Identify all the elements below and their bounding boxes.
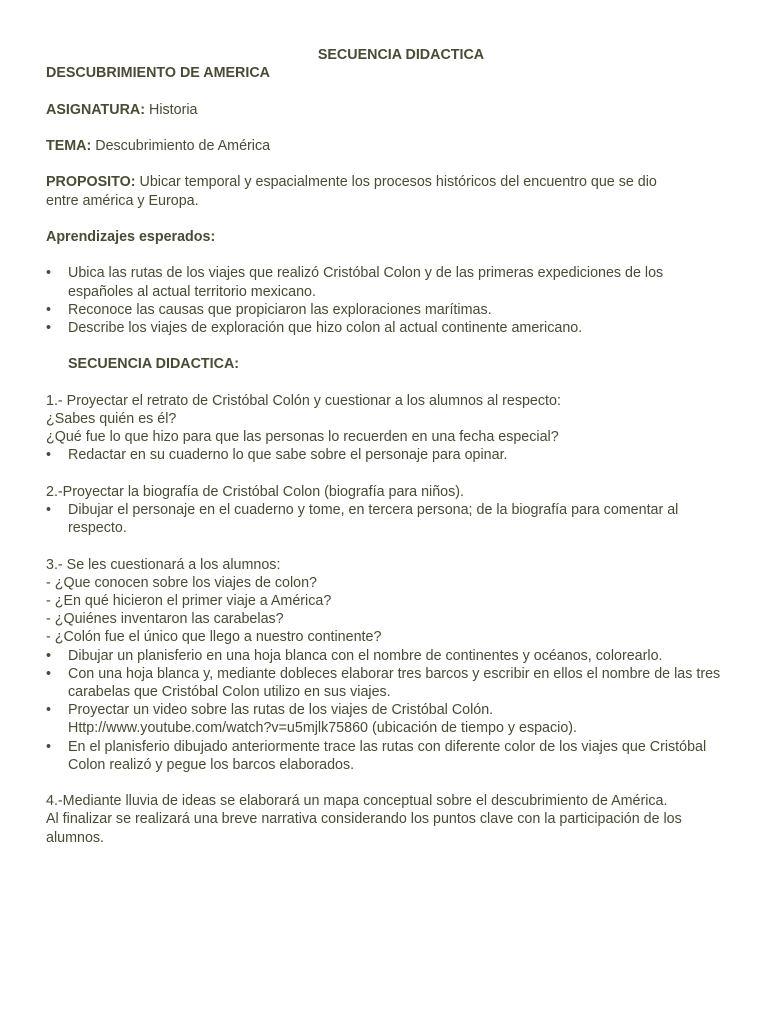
secuencia-heading: SECUENCIA DIDACTICA: xyxy=(68,356,240,373)
aprendizaje-item: • Ubica las rutas de los viajes que realizó Cristóbal Colon y de las primeras expediciones de los españoles al actual territorio mexicano. xyxy=(46,264,726,300)
tema-label: TEMA: xyxy=(46,137,92,154)
asignatura-value: Historia xyxy=(149,101,198,118)
asignatura-line xyxy=(46,101,726,119)
step3-item: • Con una hoja blanca y, mediante dobleces elaborar tres barcos y escribir en ellos el nombre de las tres carabelas que Cristóbal Colon utilizo en sus viajes. xyxy=(46,665,726,701)
step4-line: Al finalizar se realizará una breve narrativa considerando los puntos clave con la participación de los alumnos. xyxy=(46,811,682,846)
step3-video-text: Proyectar un video sobre las rutas de los viajes de Cristóbal Colón. xyxy=(68,702,494,719)
step3-item: • Dibujar un planisferio en una hoja blanca con el nombre de continentes y océanos, colorearlo. xyxy=(46,647,726,665)
aprendizaje-item: • Describe los viajes de exploración que hizo colon al actual continente americano. xyxy=(46,319,726,337)
video-note: (ubicación de tiempo y espacio). xyxy=(368,720,578,737)
step3-item: • En el planisferio dibujado anteriormente trace las rutas con diferente color de los viajes que Cristóbal Colon realizó y pegue los barcos elaborados. xyxy=(46,738,726,774)
proposito-value-cont: entre américa y Europa. xyxy=(46,192,199,209)
step3-question: - ¿En qué hicieron el primer viaje a América? xyxy=(46,592,332,609)
tema-value: Descubrimiento de América xyxy=(95,137,271,154)
step2-list xyxy=(46,501,726,537)
tema-line xyxy=(46,137,726,155)
step3-question: - ¿Quiénes inventaron las carabelas? xyxy=(46,611,284,628)
document-title: SECUENCIA DIDACTICA xyxy=(317,47,485,63)
proposito-label: PROPOSITO: xyxy=(46,174,136,191)
video-link[interactable]: Http://www.youtube.com/watch?v=u5mjlk75860 xyxy=(68,720,368,737)
document-subtitle: DESCUBRIMIENTO DE AMERICA xyxy=(46,65,270,82)
step3-line: 3.- Se les cuestionará a los alumnos: xyxy=(46,556,281,573)
aprendizajes-heading: Aprendizajes esperados: xyxy=(46,228,216,245)
step4-line: 4.-Mediante lluvia de ideas se elaborará un mapa conceptual sobre el descubrimiento de América. xyxy=(46,793,668,810)
aprendizaje-item: • Reconoce las causas que propiciaron las exploraciones marítimas. xyxy=(46,301,726,319)
step1-list xyxy=(46,446,726,464)
step3-item xyxy=(46,701,726,737)
proposito-line xyxy=(46,173,726,191)
document-page xyxy=(46,46,726,847)
step2-item: • Dibujar el personaje en el cuaderno y tome, en tercera persona; de la biografía para comentar al respecto. xyxy=(46,501,726,537)
asignatura-label: ASIGNATURA: xyxy=(46,101,146,118)
step1-item: • Redactar en su cuaderno lo que sabe sobre el personaje para opinar. xyxy=(46,446,726,464)
step2-line: 2.-Proyectar la biografía de Cristóbal Colon (biografía para niños). xyxy=(46,483,465,500)
step3-list xyxy=(46,647,726,774)
step3-question: - ¿Colón fue el único que llego a nuestro continente? xyxy=(46,629,382,646)
step1-question: ¿Qué fue lo que hizo para que las personas lo recuerden en una fecha especial? xyxy=(46,429,559,446)
aprendizajes-list xyxy=(46,264,726,337)
proposito-value: Ubicar temporal y espacialmente los procesos históricos del encuentro que se dio xyxy=(139,174,657,191)
step1-line: 1.- Proyectar el retrato de Cristóbal Colón y cuestionar a los alumnos al respecto: xyxy=(46,392,561,409)
step3-question: - ¿Que conocen sobre los viajes de colon? xyxy=(46,574,317,591)
step1-question: ¿Sabes quién es él? xyxy=(46,410,177,427)
